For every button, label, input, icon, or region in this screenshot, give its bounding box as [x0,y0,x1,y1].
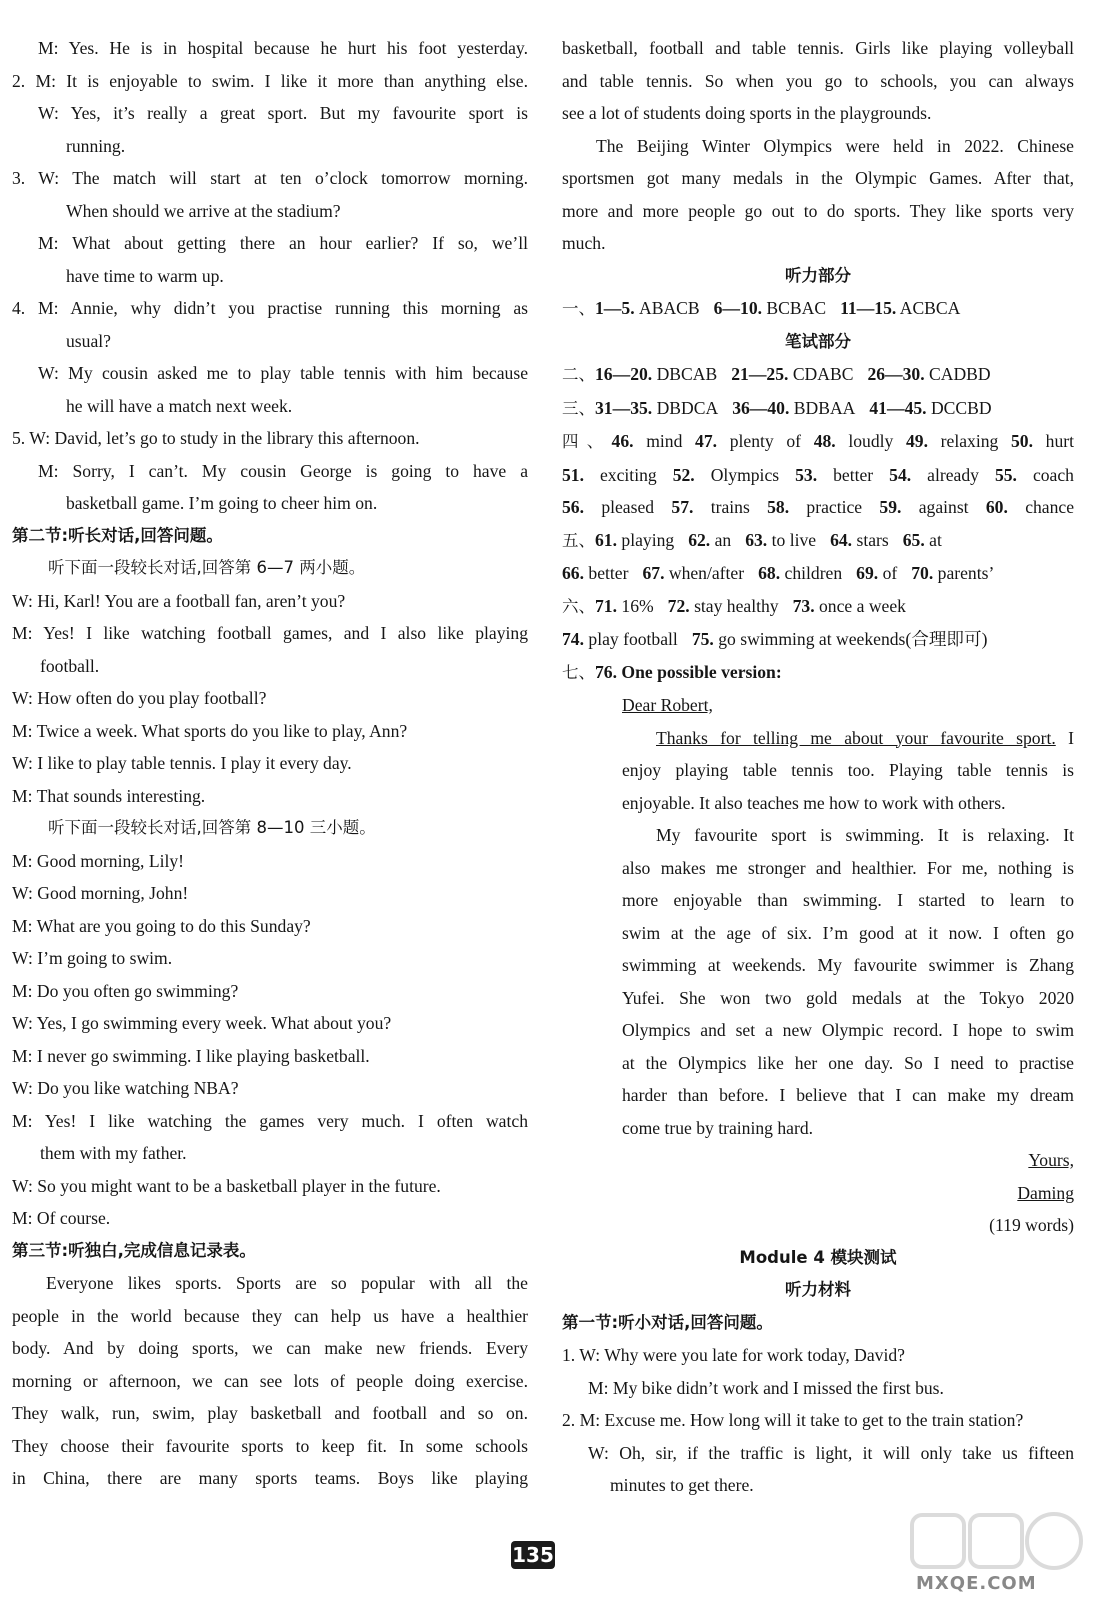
monologue-line: more and more people go out to do sports. They like sports very [562,200,1074,221]
dialogue-line: W: My cousin asked me to play table tennis with him because [38,363,528,383]
letter-closing: Yours, [1028,1150,1074,1170]
instruction: 听下面一段较长对话,回答第 6—7 两小题。 [48,558,366,577]
letter-line: Olympics and set a new Olympic record. I hope to swim [622,1020,1074,1040]
dialogue-line: 2. M: Excuse me. How long will it take to get to the train station? [562,1410,1024,1430]
dialogue-line: 2. M: It is enjoyable to swim. I like it more than anything else. [12,70,528,91]
letter-line: enjoy playing table tennis too. Playing table tennis is [622,760,1074,780]
dialogue-line: When should we arrive at the stadium? [66,200,341,221]
dialogue-line: M: Yes! I like watching football games, and I also like playing [12,623,528,643]
monologue-line: Everyone likes sports. Sports are so popular with all the [46,1273,528,1293]
section-heading: 第三节:听独白,完成信息记录表。 [12,1240,256,1260]
dialogue-line: M: Good morning, Lily! [12,850,185,871]
dialogue-line: W: Yes, it’s really a great sport. But my favourite sport is [38,103,528,123]
letter-line: enjoyable. It also teaches me how to work with others. [622,792,1006,813]
monologue-line: much. [562,233,606,253]
dialogue-line: have time to warm up. [66,265,224,286]
dialogue-line: 4. M: Annie, why didn’t you practise running this morning as [12,298,528,318]
letter-line: swim at the age of six. I’m good at it now. I often go [622,922,1074,943]
answer-row-4a: 四、46. mind 47. plenty of 48. loudly 49. relaxing 50. hurt [562,431,1075,451]
dialogue-line: 5. W: David, let’s go to study in the library this afternoon. [12,428,420,448]
section-heading: 第一节:听小对话,回答问题。 [562,1312,773,1332]
dialogue-line: M: Yes! I like watching the games very much. I often watch [12,1110,528,1131]
letter-line: also makes me stronger and healthier. For me, nothing is [622,857,1074,878]
answer-row-3: 三、31—35. DBDCA 36—40. BDBAA 41—45. DCCBD [562,397,992,418]
answer-row-6a: 六、71. 16% 72. stay healthy 73. once a week [562,595,906,616]
letter-signature: Daming [1017,1182,1074,1203]
dialogue-line: M: That sounds interesting. [12,785,206,806]
monologue-line: They walk, run, swim, play basketball and football and so on. [12,1403,528,1423]
dialogue-line: M: Sorry, I can’t. My cousin George is going to have a [38,460,528,481]
letter-line: swimming at weekends. My favourite swimmer is Zhang [622,955,1074,975]
answer-row-7: 七、76. One possible version: [562,661,782,682]
module-title: Module 4 模块测试 [739,1247,897,1267]
dialogue-line: running. [66,135,126,156]
dialogue-line: W: Yes, I go swimming every week. What about you? [12,1013,392,1033]
page-number: 135 [512,1543,554,1567]
dialogue-line: minutes to get there. [610,1475,754,1495]
written-heading: 笔试部分 [785,331,851,351]
dialogue-line: them with my father. [40,1143,187,1163]
monologue-line: and table tennis. So when you go to schools, you can always [562,70,1074,91]
letter-line: My favourite sport is swimming. It is relaxing. It [656,825,1074,845]
monologue-line: The Beijing Winter Olympics were held in 2022. Chinese [596,135,1074,156]
word-count: (119 words) [989,1215,1074,1235]
monologue-line: They choose their favourite sports to keep fit. In some schools [12,1435,528,1456]
answer-row-4b: 51. exciting 52. Olympics 53. better 54. already 55. coach [562,464,1074,485]
dialogue-line: W: Hi, Karl! You are a football fan, aren’t you? [12,590,346,611]
letter-line: at the Olympics like her one day. So I need to practise [622,1052,1074,1073]
dialogue-line: W: I like to play table tennis. I play it every day. [12,753,352,773]
right-column [562,32,1074,1502]
dialogue-line: usual? [66,330,111,351]
dialogue-line: M: Of course. [12,1208,111,1228]
left-column [12,32,528,1495]
monologue-line: sportsmen got many medals in the Olympic Games. After that, [562,168,1074,188]
dialogue-line: M: Do you often go swimming? [12,980,239,1001]
monologue-line: people in the world because they can help us have a healthier [12,1305,528,1326]
dialogue-line: M: What are you going to do this Sunday? [12,915,311,936]
dialogue-line: M: What about getting there an hour earlier? If so, we’ll [38,233,528,253]
materials-heading: 听力材料 [785,1280,851,1299]
letter-line: harder than before. I believe that I can make my dream [622,1085,1074,1105]
dialogue-line: 3. W: The match will start at ten o’clock tomorrow morning. [12,168,528,188]
monologue-line: basketball, football and table tennis. Girls like playing volleyball [562,38,1074,58]
dialogue-line: W: Oh, sir, if the traffic is light, it will only take us fifteen [588,1442,1074,1463]
dialogue-line: M: Twice a week. What sports do you like to play, Ann? [12,720,408,741]
instruction: 听下面一段较长对话,回答第 8—10 三小题。 [48,818,376,837]
letter-greeting: Dear Robert, [622,695,713,715]
answer-row-1: 一、1—5. ABACB 6—10. BCBAC 11—15. ACBCA [562,298,961,318]
dialogue-line: M: I never go swimming. I like playing basketball. [12,1045,370,1066]
answer-row-5a: 五、61. playing 62. an 63. to live 64. stars 65. at [562,529,942,550]
answer-row-6b: 74. play football 75. go swimming at weekends(合理即可) [562,629,988,649]
monologue-line: in China, there are many sports teams. Boys like playing [12,1468,528,1488]
monologue-line: body. And by doing sports, we can make new friends. Every [12,1338,528,1358]
dialogue-line: M: Yes. He is in hospital because he hurt his foot yesterday. [38,38,528,58]
dialogue-line: W: So you might want to be a basketball player in the future. [12,1175,441,1196]
dialogue-line: W: Do you like watching NBA? [12,1078,239,1098]
answer-row-4c: 56. pleased 57. trains 58. practice 59. against 60. chance [562,497,1075,517]
letter-line: come true by training hard. [622,1117,814,1138]
monologue-line: morning or afternoon, we can see lots of people doing exercise. [12,1370,528,1391]
dialogue-line: W: How often do you play football? [12,688,267,708]
answer-row-2: 二、16—20. DBCAB 21—25. CDABC 26—30. CADBD [562,364,991,384]
listening-heading: 听力部分 [785,265,851,285]
letter-line: Thanks for telling me about your favourite sport. I [656,727,1074,748]
letter-line: more enjoyable than swimming. I started to learn to [622,890,1074,910]
dialogue-line: 1. W: Why were you late for work today, David? [562,1345,905,1365]
dialogue-line: he will have a match next week. [66,395,293,416]
answer-row-5b: 66. better 67. when/after 68. children 69. of 70. parents’ [562,563,995,583]
dialogue-line: W: Good morning, John! [12,883,189,903]
dialogue-line: W: I’m going to swim. [12,948,173,968]
section-heading: 第二节:听长对话,回答问题。 [12,525,223,545]
dialogue-line: basketball game. I’m going to cheer him on. [66,493,378,513]
watermark-text: MXQE.COM [916,1573,1037,1594]
dialogue-line: football. [40,655,100,676]
letter-line: Yufei. She won two gold medals at the Tokyo 2020 [622,987,1074,1008]
dialogue-line: M: My bike didn’t work and I missed the first bus. [588,1377,944,1398]
monologue-line: see a lot of students doing sports in the playgrounds. [562,103,932,123]
